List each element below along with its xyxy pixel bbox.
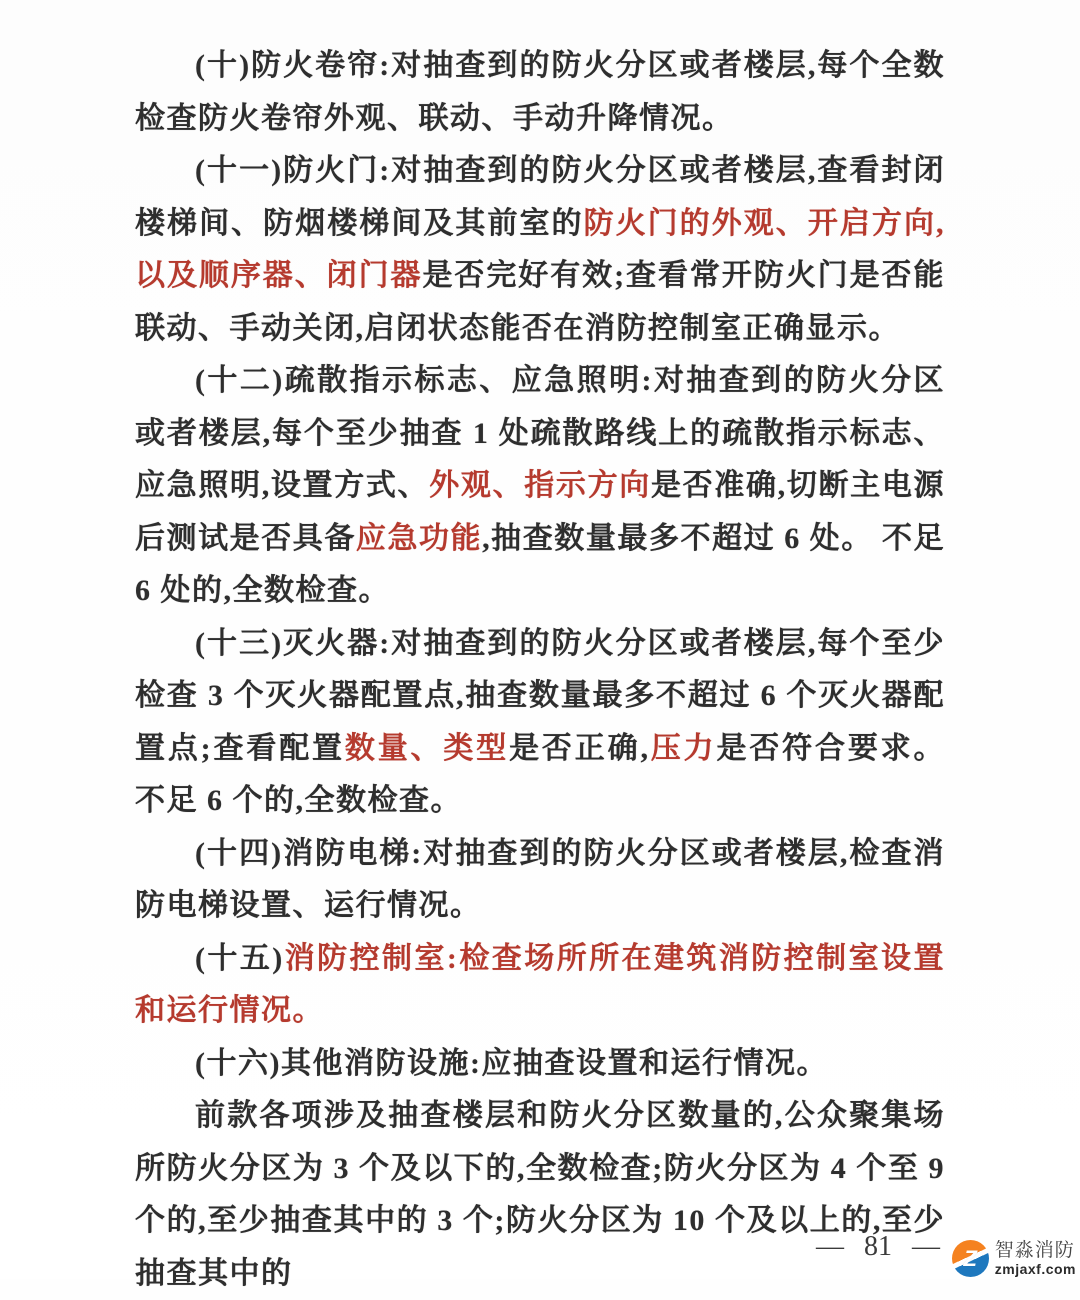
footer-right-dash: —: [912, 1231, 940, 1262]
highlighted-text: 消防控制室:检查场所所在建筑消防控制室设置和运行情况。: [135, 941, 945, 1027]
paragraph: [135, 40, 945, 145]
highlighted-text: 数量、类型: [344, 731, 510, 765]
body-text: 是否符合要求。 不足 6 个的,全数检查。: [135, 731, 946, 817]
body-text: (十六)其他消防设施:应抽查设置和运行情况。: [195, 1046, 828, 1080]
body-text: ,抽查数量最多不超过 6 处。 不足 6 处的,全数检查。: [135, 521, 946, 607]
body-text: (十)防火卷帘:对抽查到的防火分区或者楼层,每个全数检查防火卷帘外观、联动、手动升降情况。: [135, 49, 945, 135]
page-footer: [816, 1231, 940, 1263]
paragraph: [135, 355, 945, 618]
paragraph: [135, 828, 945, 933]
highlighted-text: 外观、指示方向: [429, 469, 651, 502]
page-number: 81: [864, 1231, 892, 1262]
paragraph: [135, 933, 945, 1038]
swirl-logo-icon: [952, 1240, 989, 1277]
body-text: (十一)防火门:对抽查到的防火分区或者楼层,查看封闭楼梯间、防烟楼梯间及其前室的: [135, 154, 945, 240]
paragraph: [135, 145, 945, 355]
brand-name: 智淼消防: [994, 1240, 1075, 1261]
body-text: (十四)消防电梯:对抽查到的防火分区或者楼层,检查消防电梯设置、运行情况。: [135, 836, 945, 922]
footer-left-dash: —: [816, 1231, 844, 1262]
body-text: (十三)灭火器:对抽查到的防火分区或者楼层,每个至少检查 3 个灭火器配置点,抽查数量最多不超过 6 个灭火器配置点;查看配置: [135, 626, 945, 765]
body-text: (十五): [195, 941, 284, 975]
highlighted-text: 压力: [649, 731, 717, 765]
paragraph: [135, 1038, 945, 1091]
paragraph: [135, 1090, 945, 1300]
highlighted-text: 防火门的外观、开启方向,以及顺序器、闭门器: [135, 206, 946, 292]
body-text: (十二)疏散指示标志、应急照明:对抽查到的防火分区或者楼层,每个至少抽查 1 处疏散路线上的疏散指示标志、应急照明,设置方式、: [135, 364, 945, 502]
body-text: 前款各项涉及抽查楼层和防火分区数量的,公众聚集场所防火分区为 3 个及以下的,全数检查;防火分区为 4 个至 9 个的,至少抽查其中的 3 个;防火分区为 10 个及以上的,至少抽查其中的: [135, 1099, 945, 1290]
brand-domain: zmjaxf.com: [994, 1261, 1076, 1277]
highlighted-text: 应急功能: [355, 521, 483, 555]
logo-glyph: Z: [963, 1245, 977, 1271]
watermark-text: [995, 1241, 1076, 1276]
document-body: [135, 40, 945, 1300]
body-text: 是否完好有效;查看常开防火门是否能联动、手动关闭,启闭状态能否在消防控制室正确显示。: [135, 259, 945, 345]
body-text: 是否准确,切断主电源后测试是否具备: [135, 469, 946, 555]
watermark: [952, 1240, 1076, 1277]
paragraph: [135, 618, 945, 828]
body-text: 是否正确,: [509, 731, 650, 765]
